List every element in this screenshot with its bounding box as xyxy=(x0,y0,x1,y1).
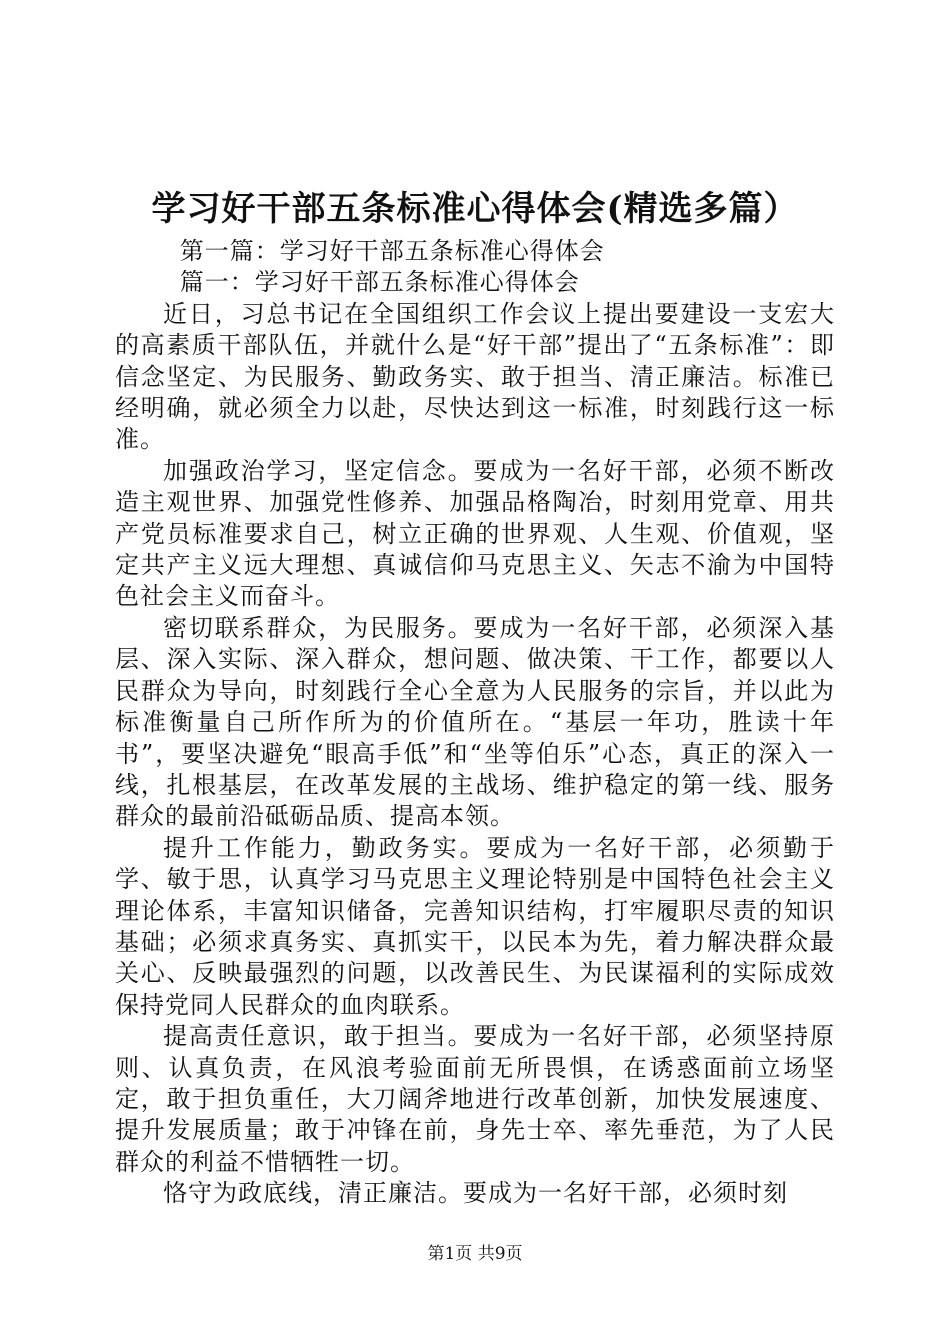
section-heading-1: 第一篇：学习好干部五条标准心得体会 xyxy=(179,237,605,265)
document-body xyxy=(115,236,835,1210)
document-title: 学习好干部五条标准心得体会(精选多篇） xyxy=(151,189,799,229)
paragraph-serve-people: 密切联系群众，为民服务。要成为一名好干部，必须深入基层、深入实际、深入群众，想问题、做决策、干工作，都要以人民群众为导向，时刻践行全心全意为人民服务的宗旨，并以此为标准衡量自己所作所为的价值所在。“基层一年功，胜读十年书”，要坚决避免“眼高手低”和“坐等伯乐”心态，真正的深入一线，扎根基层，在改革发展的主战场、维护稳定的第一线、服务群众的最前沿砥砺品质、提高本领。 xyxy=(115,613,835,831)
paragraph-responsibility: 提高责任意识，敢于担当。要成为一名好干部，必须坚持原则、认真负责，在风浪考验面前无所畏惧，在诱惑面前立场坚定，敢于担负重任，大刀阔斧地进行改革创新，加快发展速度、提升发展质量；敢于冲锋在前，身先士卒、率先垂范，为了人民群众的利益不惜牺牲一切。 xyxy=(115,1022,835,1176)
paragraph-work-ability: 提升工作能力，勤政务实。要成为一名好干部，必须勤于学、敏于思，认真学习马克思主义理论特别是中国特色社会主义理论体系，丰富知识储备，完善知识结构，打牢履职尽责的知识基础；必须求真务实、真抓实干，以民本为先，着力解决群众最关心、反映最强烈的问题，以改善民生、为民谋福利的实际成效保持党同人民群众的血肉联系。 xyxy=(115,833,835,1019)
paragraph-integrity: 恪守为政底线，清正廉洁。要成为一名好干部，必须时刻 xyxy=(163,1179,788,1208)
paragraph-intro: 近日，习总书记在全国组织工作会议上提出要建设一支宏大的高素质干部队伍，并就什么是“好干部”提出了“五条标准”：即信念坚定、为民服务、勤政务实、敢于担当、清正廉洁。标准已经明确，就必须全力以赴，尽快达到这一标准，时刻践行这一标准。 xyxy=(115,299,835,454)
section-heading-2: 篇一：学习好干部五条标准心得体会 xyxy=(179,268,580,297)
page-footer: 第1页 共9页 xyxy=(427,1244,523,1264)
paragraph-political-study: 加强政治学习，坚定信念。要成为一名好干部，必须不断改造主观世界、加强党性修养、加强品格陶冶，时刻用党章、用共产党员标准要求自己，树立正确的世界观、人生观、价值观，坚定共产主义远大理想、真诚信仰马克思主义、矢志不渝为中国特色社会主义而奋斗。 xyxy=(115,456,835,611)
